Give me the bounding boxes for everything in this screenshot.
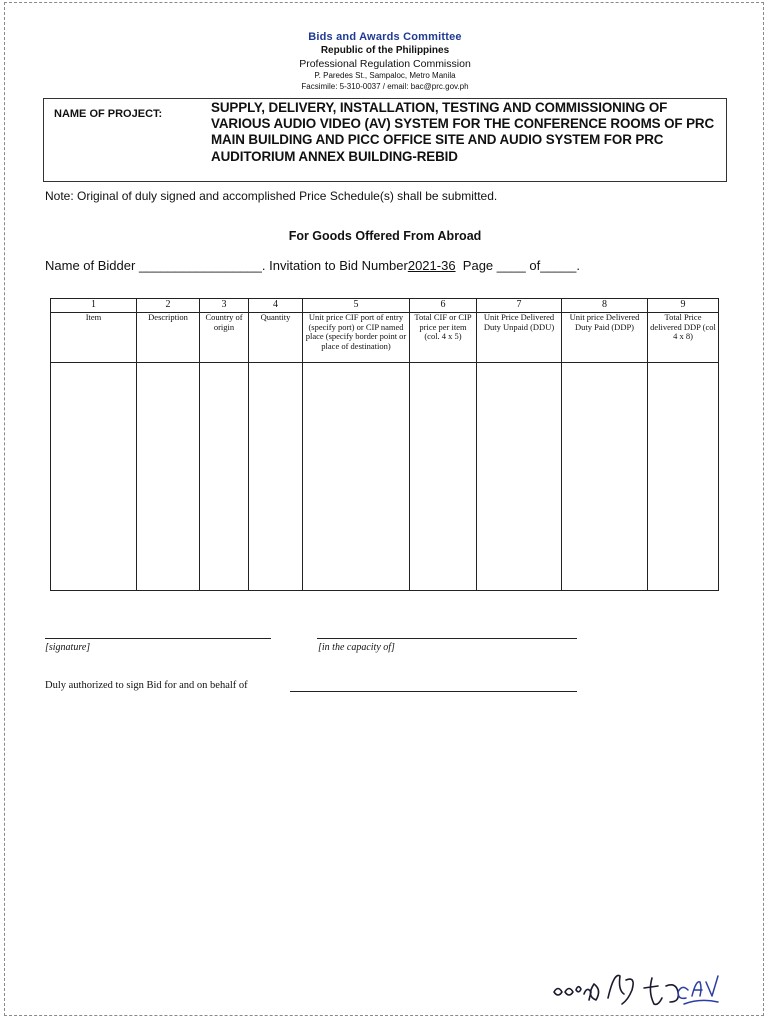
bidder-name-label: Name of Bidder [45,258,136,273]
column-header-row [51,313,719,363]
table-row [51,363,719,591]
column-number-row [51,299,719,313]
col-header-unit-price-cif: Unit price CIF port of entry (specify port) or CIP named place (specify border point or place of destination) [303,313,410,363]
price-schedule-table [50,298,719,591]
table-cell[interactable] [249,363,303,591]
col-header-unit-price-ddu: Unit Price Delivered Duty Unpaid (DDU) [477,313,562,363]
project-label: NAME OF PROJECT: [54,108,163,120]
col-header-total-ddp: Total Price delivered DDP (col 4 x 8) [648,313,719,363]
table-cell[interactable] [51,363,137,591]
signature-label: [signature] [45,642,91,653]
of-field[interactable]: _____ [540,258,577,273]
section-title: For Goods Offered From Abroad [288,229,482,243]
table-cell[interactable] [137,363,200,591]
project-title: SUPPLY, DELIVERY, INSTALLATION, TESTING AND COMMISSIONING OF VARIOUS AUDIO VIDEO (AV) SYSTEM FOR THE CONFERENCE ROOMS OF PRC MAIN BUILDING AND PICC OFFICE SITE AND AUDIO SYSTEM FOR PRC AUDITORIUM ANNEX BUILDING-REBID [211,100,715,164]
col-header-item: Item [51,313,137,363]
bidder-line [45,258,580,273]
col-number: 8 [562,299,648,313]
handwritten-initials-icon [548,968,728,1012]
col-number: 9 [648,299,719,313]
bidder-name-field[interactable]: _________________ [138,258,262,273]
capacity-line[interactable] [317,638,577,639]
agency-address: P. Paredes St., Sampaloc, Metro Manila [314,71,456,80]
submission-note: Note: Original of duly signed and accomplished Price Schedule(s) shall be submitted. [45,189,498,203]
table-cell[interactable] [477,363,562,591]
of-label: of [529,258,541,273]
page-label: Page [462,258,494,273]
invitation-number: 2021-36 [407,258,456,273]
invitation-label: . Invitation to Bid Number [261,258,408,273]
col-number: 7 [477,299,562,313]
project-box [43,98,727,182]
table-cell[interactable] [303,363,410,591]
table-cell[interactable] [410,363,477,591]
col-header-country: Country of origin [200,313,249,363]
col-header-quantity: Quantity [249,313,303,363]
col-number: 1 [51,299,137,313]
republic-line: Republic of the Philippines [320,45,450,56]
col-number: 2 [137,299,200,313]
table-cell[interactable] [648,363,719,591]
agency-name: Professional Regulation Commission [299,58,471,70]
col-number: 4 [249,299,303,313]
col-number: 3 [200,299,249,313]
committee-name: Bids and Awards Committee [308,31,462,43]
col-header-total-cif: Total CIF or CIP price per item (col. 4 x 5) [410,313,477,363]
on-behalf-of-line[interactable] [290,691,577,692]
col-number: 5 [303,299,410,313]
bidder-line-end: . [576,258,580,273]
table-cell[interactable] [200,363,249,591]
authorized-label: Duly authorized to sign Bid for and on behalf of [45,680,248,691]
col-number: 6 [410,299,477,313]
page-field[interactable]: ____ [496,258,526,273]
table-cell[interactable] [562,363,648,591]
col-header-unit-price-ddp: Unit price Delivered Duty Paid (DDP) [562,313,648,363]
col-header-description: Description [137,313,200,363]
signature-line[interactable] [45,638,271,639]
agency-contact: Facsimile: 5-310-0037 / email: bac@prc.gov.ph [301,82,469,91]
capacity-label: [in the capacity of] [318,642,395,653]
